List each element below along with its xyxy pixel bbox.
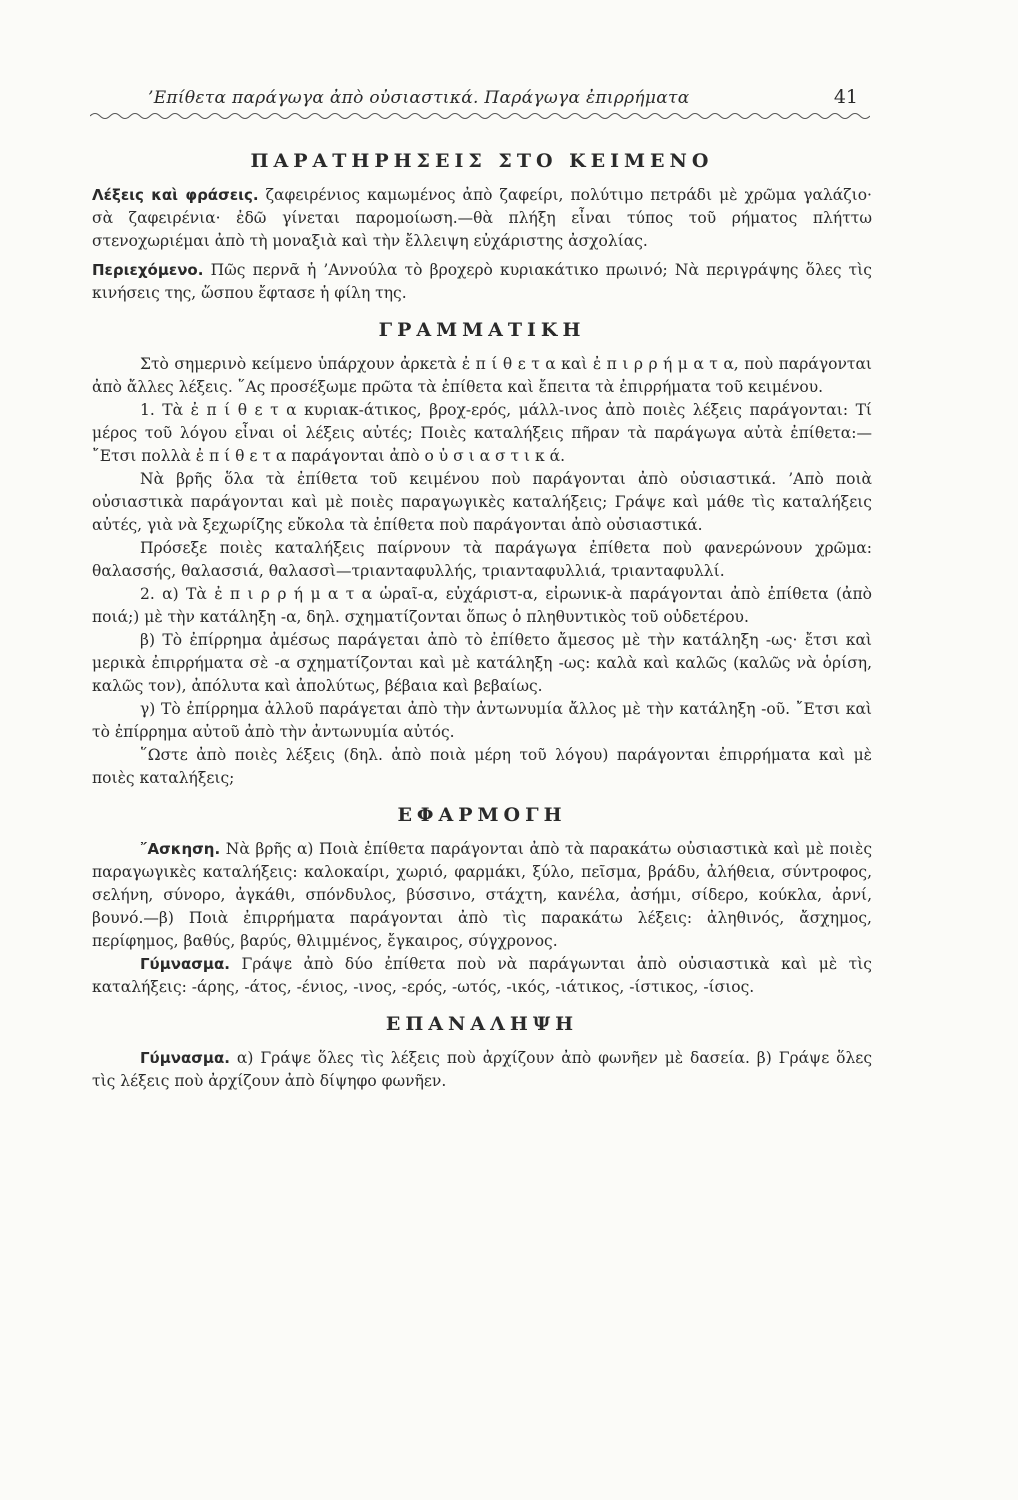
grammatiki-paragraph-7: γ) Τὸ ἐπίρρημα ἀλλοῦ παράγεται ἀπὸ τὴν ἀντωνυμία ἄλλος μὲ τὴν κατάληξη -οῦ. ῎Ετσι καὶ τὸ ἐπίρρημα αὐτοῦ ἀπὸ τὴν ἀντωνυμία αὐτός. bbox=[92, 700, 872, 741]
askisi-paragraph bbox=[92, 838, 872, 953]
section-title-paratiriseis: ΠΑΡΑΤΗΡΗΣΕΙΣ ΣΤΟ ΚΕΙΜΕΝΟ bbox=[250, 150, 714, 172]
askisi-text: Νὰ βρῆς α) Ποιὰ ἐπίθετα παράγονται ἀπὸ τὰ παρακάτω οὐσιαστικὰ καὶ μὲ ποιὲς παραγωγικὲς καταλήξεις: καλοκαίρι, χωριό, φαρμάκι, ξύλο, πεῖσμα, βράδυ, ἀλήθεια, σύντροφος, σελήνη, σύνορο, ἀγκάθι, σπόνδυλος, βύσσινο, στάχτη, κανέλα, ἀσήμι, σίδερο, κούκλα, ἀρνί, βουνό.—β) Ποιὰ ἐπιρρήματα παράγονται ἀπὸ τὶς παρακάτω λέξεις: ἀληθινός, ἄσχημος, περίφημος, βαθύς, βαρύς, θλιμμένος, ἔγκαιρος, σύγχρονος. bbox=[92, 840, 872, 950]
gymnasma-lead: Γύμνασμα. bbox=[140, 955, 230, 973]
askisi-lead: ῎Ασκηση. bbox=[140, 840, 221, 858]
running-title: ’Επίθετα παράγωγα ἀπὸ οὐσιαστικά. Παράγωγα ἐπιρρήματα bbox=[148, 88, 690, 108]
lexeis-lead: Λέξεις καὶ φράσεις. bbox=[92, 186, 259, 204]
grammatiki-paragraph-2: 1. Τὰ ἐ π ί θ ε τ α κυριακ-άτικος, βροχ-ερός, μάλλ-ινος ἀπὸ ποιὲς λέξεις παράγονται: Τί μέρος τοῦ λόγου εἶναι οἱ λέξεις αὐτές; Ποιὲς καταλήξεις πῆραν τὰ παράγωγα αὐτὰ ἐπίθετα:—῎Ετσι πολλὰ ἐ π ί θ ε τ α παράγονται ἀπὸ ο ὐ σ ι α σ τ ι κ ά. bbox=[92, 401, 872, 465]
periexomeno-paragraph bbox=[92, 259, 872, 305]
section-title-epanalipsi: ΕΠΑΝΑΛΗΨΗ bbox=[385, 1013, 579, 1035]
grammatiki-paragraph-6: β) Τὸ ἐπίρρημα ἀμέσως παράγεται ἀπὸ τὸ ἐπίθετο ἄμεσος μὲ τὴν κατάληξη -ως· ἔτσι καὶ μερικὰ ἐπιρρήματα σὲ -α σχηματίζονται καὶ μὲ κατάληξη -ως: καλὰ καὶ καλῶς (καλῶς νὰ ὁρίση, καλῶς τον), ἀπόλυτα καὶ ἀπολύτως, βέβαια καὶ βεβαίως. bbox=[92, 631, 872, 695]
gymnasma-text: Γράψε ἀπὸ δύο ἐπίθετα ποὺ νὰ παράγωνται ἀπὸ οὐσιαστικὰ καὶ μὲ τὶς καταλήξεις: -άρης, -άτος, -ένιος, -ινος, -ερός, -ωτός, -ικός, -ιάτικος, -ίστικος, -ίσιος. bbox=[92, 955, 872, 996]
section-title-grammatiki: ΓΡΑΜΜΑΤΙΚΗ bbox=[378, 319, 586, 341]
lexeis-text: ζαφειρένιος καμωμένος ἀπὸ ζαφείρι, πολύτιμο πετράδι μὲ χρῶμα γαλάζιο· σὰ ζαφειρένια· ἐδῶ γίνεται παρομοίωση.—θὰ πλήξη εἶναι τύπος τοῦ ρήματος πλήττω στενοχωριέμαι ἀπὸ τὴ μοναξιὰ καὶ τὴν ἔλλειψη εὐχάριστης ἀσχολίας. bbox=[92, 186, 872, 250]
page-header bbox=[140, 88, 870, 118]
section-title-efarmogi: ΕΦΑΡΜΟΓΗ bbox=[397, 804, 567, 826]
grammatiki-paragraph-8: ῞Ωστε ἀπὸ ποιὲς λέξεις (δηλ. ἀπὸ ποιὰ μέρη τοῦ λόγου) παράγονται ἐπιρρήματα καὶ μὲ ποιὲς καταλήξεις; bbox=[92, 746, 872, 787]
epanalipsi-lead: Γύμνασμα. bbox=[140, 1049, 230, 1067]
page-number: 41 bbox=[833, 86, 858, 108]
epanalipsi-paragraph bbox=[92, 1047, 872, 1093]
grammatiki-paragraph-3: Νὰ βρῆς ὅλα τὰ ἐπίθετα τοῦ κειμένου ποὺ παράγονται ἀπὸ οὐσιαστικά. ’Απὸ ποιὰ οὐσιαστικὰ παράγονται καὶ μὲ ποιὲς παραγωγικὲς καταλήξεις; Γράψε καὶ μάθε τὶς καταλήξεις αὐτές, γιὰ νὰ ξεχωρίζης εὔκολα τὰ ἐπίθετα ποὺ παράγονται ἀπὸ οὐσιαστικά. bbox=[92, 470, 872, 534]
lexeis-paragraph bbox=[92, 184, 872, 253]
grammatiki-paragraph-5: 2. α) Τὰ ἐ π ι ρ ρ ή μ α τ α ὡραῖ-α, εὐχάριστ-α, εἰρωνικ-ὰ παράγονται ἀπὸ ἐπίθετα (ἀπὸ ποιά;) μὲ τὴν κατάληξη -α, δηλ. σχηματίζονται ὅπως ὁ πληθυντικὸς τοῦ οὐδετέρου. bbox=[92, 585, 872, 626]
epanalipsi-text: α) Γράψε ὅλες τὶς λέξεις ποὺ ἀρχίζουν ἀπὸ φωνῆεν μὲ δασεία. β) Γράψε ὅλες τὶς λέξεις ποὺ ἀρχίζουν ἀπὸ δίψηφο φωνῆεν. bbox=[92, 1049, 872, 1090]
wavy-rule bbox=[90, 110, 870, 122]
grammatiki-paragraph-1: Στὸ σημερινὸ κείμενο ὑπάρχουν ἀρκετὰ ἐ π ί θ ε τ α καὶ ἐ π ι ρ ρ ή μ α τ α, ποὺ παράγονται ἀπὸ ἄλλες λέξεις. ῞Ας προσέξωμε πρῶτα τὰ ἐπίθετα καὶ ἔπειτα τὰ ἐπιρρήματα τοῦ κειμένου. bbox=[92, 355, 872, 396]
periexomeno-text: Πῶς περνᾶ ἡ ’Αννούλα τὸ βροχερὸ κυριακάτικο πρωινό; Νὰ περιγράψης ὅλες τὶς κινήσεις της, ὥσπου ἔφτασε ἡ φίλη της. bbox=[92, 261, 872, 302]
gymnasma-paragraph bbox=[92, 953, 872, 999]
grammatiki-paragraph-4: Πρόσεξε ποιὲς καταλήξεις παίρνουν τὰ παράγωγα ἐπίθετα ποὺ φανερώνουν χρῶμα: θαλασσής, θαλασσιά, θαλασσὶ—τριανταφυλλής, τριανταφυλλιά, τριανταφυλλί. bbox=[92, 539, 872, 580]
page-content bbox=[92, 150, 872, 1093]
periexomeno-lead: Περιεχόμενο. bbox=[92, 261, 204, 279]
